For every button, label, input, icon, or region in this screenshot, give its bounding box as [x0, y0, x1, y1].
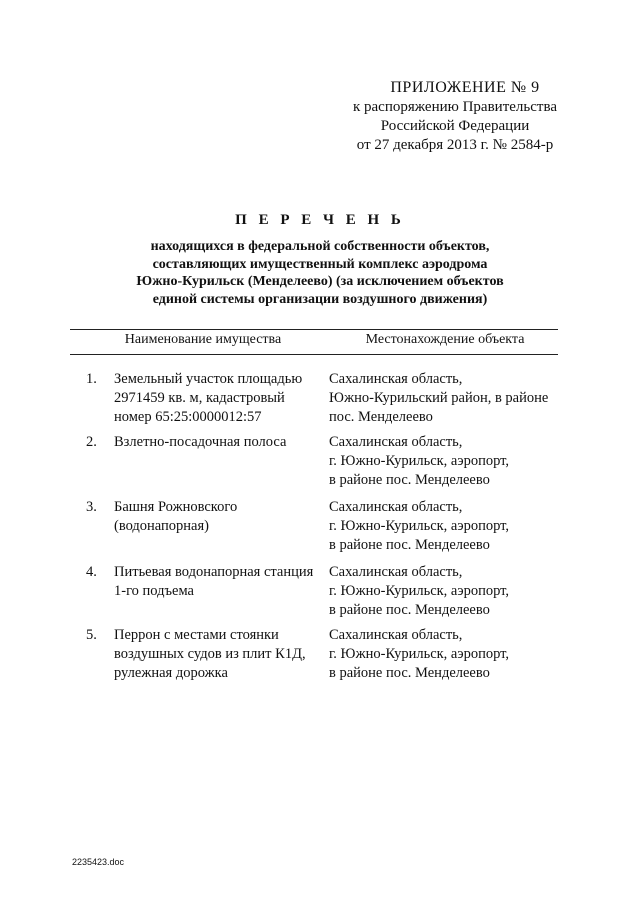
- location-line: Сахалинская область,: [329, 627, 463, 643]
- document-title: П Е Р Е Ч Е Н Ь: [235, 212, 405, 228]
- location-line: пос. Менделеево: [329, 409, 433, 425]
- row-property-name: [114, 370, 329, 427]
- name-line: Перрон с местами стоянки: [114, 627, 279, 643]
- location-line: Сахалинская область,: [329, 499, 463, 515]
- name-line: Земельный участок площадью: [114, 371, 303, 387]
- row-location: [329, 433, 559, 490]
- row-number: 5.: [86, 627, 97, 643]
- location-line: в районе пос. Менделеево: [329, 537, 490, 553]
- footer-filename: 2235423.doc: [72, 857, 125, 867]
- location-line: в районе пос. Менделеево: [329, 665, 490, 681]
- name-line: 2971459 кв. м, кадастровый: [114, 390, 285, 406]
- location-line: в районе пос. Менделеево: [329, 472, 490, 488]
- appendix-header: [330, 78, 580, 155]
- row-location: [329, 626, 559, 683]
- row-property-name: [114, 626, 329, 683]
- row-number: 4.: [86, 564, 97, 580]
- column-header-name: Наименование имущества: [124, 332, 282, 347]
- location-line: г. Южно-Курильск, аэропорт,: [329, 646, 510, 662]
- subtitle-line: составляющих имущественный комплекс аэродрома: [152, 256, 488, 272]
- name-line: (водонапорная): [114, 518, 209, 534]
- name-line: Питьевая водонапорная станция: [114, 564, 314, 580]
- location-line: г. Южно-Курильск, аэропорт,: [329, 583, 510, 599]
- location-line: г. Южно-Курильск, аэропорт,: [329, 453, 510, 469]
- row-property-name: [114, 498, 329, 536]
- row-property-name: [114, 563, 329, 601]
- subtitle-line: единой системы организации воздушного движения): [152, 291, 488, 307]
- location-line: в районе пос. Менделеево: [329, 602, 490, 618]
- table-top-rule: [70, 329, 558, 330]
- name-line: Башня Рожновского: [114, 499, 238, 515]
- table-header-rule: [70, 354, 558, 355]
- location-line: Южно-Курильский район, в районе: [329, 390, 549, 406]
- subtitle-line: находящихся в федеральной собственности объектов,: [150, 239, 490, 254]
- name-line: рулежная дорожка: [114, 665, 228, 681]
- location-line: г. Южно-Курильск, аэропорт,: [329, 518, 510, 534]
- name-line: номер 65:25:0000012:57: [114, 409, 262, 425]
- appendix-line: к распоряжению Правительства: [352, 99, 557, 115]
- name-line: 1-го подъема: [114, 583, 194, 599]
- location-line: Сахалинская область,: [329, 434, 463, 450]
- appendix-date-line: от 27 декабря 2013 г. № 2584-р: [356, 137, 554, 153]
- subtitle-line: Южно-Курильск (Менделеево) (за исключением объектов: [136, 274, 504, 289]
- appendix-title: ПРИЛОЖЕНИЕ № 9: [390, 79, 540, 96]
- location-line: Сахалинская область,: [329, 564, 463, 580]
- row-number: 1.: [86, 371, 97, 387]
- row-location: [329, 370, 559, 427]
- row-number: 3.: [86, 499, 97, 515]
- row-location: [329, 498, 559, 555]
- column-header-location: Местонахождение объекта: [365, 332, 525, 347]
- name-line: воздушных судов из плит К1Д,: [114, 646, 306, 662]
- row-property-name: [114, 433, 329, 452]
- row-location: [329, 563, 559, 620]
- name-line: Взлетно-посадочная полоса: [114, 434, 287, 450]
- row-number: 2.: [86, 434, 97, 450]
- appendix-line: Российской Федерации: [380, 118, 530, 134]
- document-subtitle: [100, 238, 540, 308]
- location-line: Сахалинская область,: [329, 371, 463, 387]
